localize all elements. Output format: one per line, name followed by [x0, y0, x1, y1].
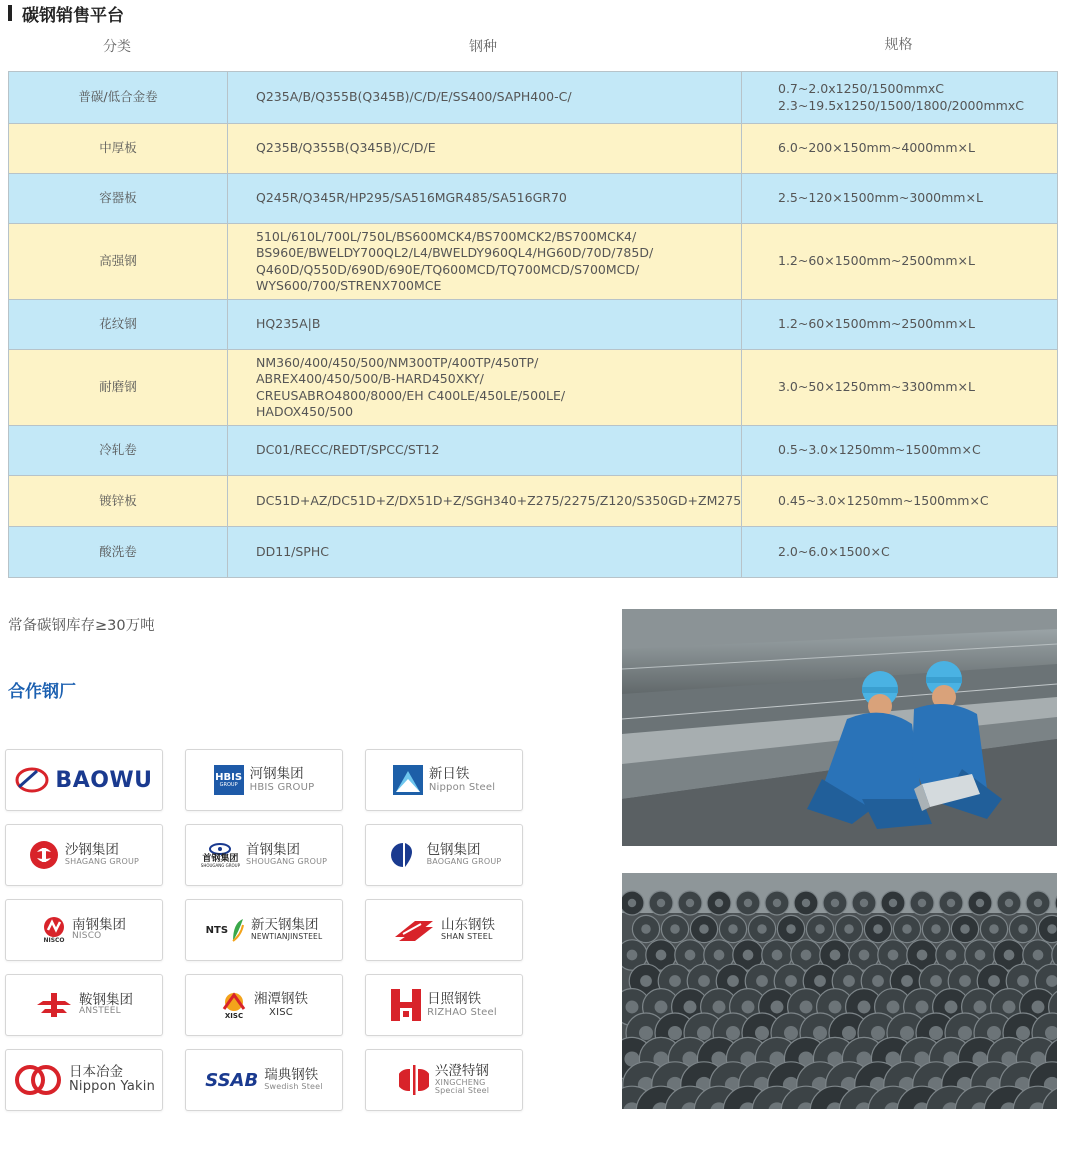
baogang-icon [387, 839, 421, 871]
logo-card-nippon-steel[interactable] [365, 749, 523, 811]
hbis-en: HBIS GROUP [249, 781, 315, 793]
xisc-cn: 湘潭钢铁 [254, 991, 308, 1008]
spec-line: 1.2~60×1500mm~2500mm×L [778, 253, 975, 269]
coil-core [784, 1026, 798, 1040]
coil-core [843, 975, 855, 987]
spec-line: 2.3~19.5x1250/1500/1800/2000mmxC [778, 97, 1024, 113]
ssab-en: Swedish Steel [264, 1082, 323, 1092]
coil-core [900, 1026, 914, 1040]
cell-category: 酸洗卷 [9, 527, 228, 578]
grade-line: HADOX450/500 [256, 404, 354, 419]
shandong-en: SHAN STEEL [441, 932, 493, 942]
coil-core [930, 975, 942, 987]
grade-line: Q235A/B/Q355B(Q345B)/C/D/E/SS400/SAPH400-C/ [256, 89, 572, 105]
coil-core [1003, 1001, 1016, 1014]
coil-core [1032, 1001, 1045, 1014]
coil-core [668, 1026, 682, 1040]
nisco-cn: 南钢集团 [72, 916, 126, 933]
coil-core [1033, 950, 1044, 961]
newtianjin-icon [206, 917, 245, 943]
section-header [8, 2, 124, 24]
coil-core [931, 924, 941, 934]
table-row [9, 350, 1058, 426]
coil-core [772, 950, 783, 961]
hbis-abbr: HBIS [215, 771, 243, 783]
baogang-en: BAOGANG GROUP [426, 857, 502, 867]
coil-core [987, 1026, 1001, 1040]
grade-line: NM360/400/450/500/NM300TP/400TP/450TP/ [256, 354, 539, 370]
logo-card-nippon-yakin[interactable] [5, 1049, 163, 1111]
xingcheng-en2: Special Steel [434, 1086, 490, 1096]
cell-spec [742, 124, 1058, 174]
table-row [9, 124, 1058, 174]
coil-core [959, 975, 971, 987]
baowu-icon [15, 765, 49, 795]
coil-core [685, 950, 696, 961]
ssab-cn: 瑞典钢铁 [264, 1067, 319, 1084]
coil-core [917, 950, 928, 961]
photo-steel-coils [622, 873, 1057, 1109]
hbis-cn: 河钢集团 [249, 766, 304, 783]
hbis-icon [214, 765, 244, 795]
grade-line: ABREX400/450/500/B-HARD450XKY/ [256, 371, 484, 386]
ssab-abbr: SSAB [205, 1069, 259, 1091]
coil-core [728, 924, 738, 934]
nisco-en: NISCO [72, 931, 102, 942]
logo-card-hbis[interactable] [185, 749, 343, 811]
header-category: 分类 [103, 39, 131, 55]
ssab-icon [205, 1070, 258, 1091]
table-row [9, 426, 1058, 476]
coil-core [988, 975, 1000, 987]
nippon-steel-icon [393, 765, 423, 795]
grade-line: DC51D+AZ/DC51D+Z/DX51D+Z/SGH340+Z275/2275/Z120/S350GD+ZM275 [256, 492, 742, 508]
xingcheng-en1: XINGCHENG [434, 1077, 486, 1087]
logo-card-nisco[interactable] [5, 899, 163, 961]
coil-core [639, 1026, 653, 1040]
coil-core [947, 899, 955, 907]
coil-core [814, 975, 826, 987]
coil-core [918, 899, 926, 907]
cell-spec [742, 476, 1058, 527]
shagang-en: SHAGANG GROUP [64, 857, 140, 867]
header-spec: 规格 [884, 37, 913, 53]
cell-grade [228, 350, 742, 426]
shougang-cn: 首钢集团 [246, 842, 300, 859]
coil-core [771, 1001, 784, 1014]
cell-grade [228, 174, 742, 224]
logo-card-shagang[interactable] [5, 824, 163, 886]
coil-core [715, 899, 723, 907]
coil-core [1017, 975, 1029, 987]
grade-line: 510L/610L/700L/750L/BS600MCK4/BS700MCK2/BS700MCK4/ [256, 228, 637, 244]
xisc-icon [220, 991, 248, 1020]
spec-line: 2.5~120×1500mm~3000mm×L [778, 190, 983, 206]
grade-line: DD11/SPHC [256, 543, 329, 559]
logo-card-ansteel[interactable] [5, 974, 163, 1036]
coil-core [785, 975, 797, 987]
table-row [9, 72, 1058, 124]
coil-core [1004, 950, 1015, 961]
rizhao-cn: 日照钢铁 [427, 991, 482, 1008]
grade-line: BS960E/BWELDY700QL2/L4/BWELDY960QL4/HG60D/70D/785D/ [256, 245, 654, 260]
grade-line: CREUSABRO4800/8000/EH C400LE/450LE/500LE/ [256, 387, 566, 403]
spec-line: 0.7~2.0x1250/1500mmxC [778, 81, 944, 96]
coil-core [640, 975, 652, 987]
photo-workers-inspecting [622, 609, 1057, 846]
cell-spec [742, 72, 1058, 124]
coil-core [802, 899, 810, 907]
coil-core [975, 950, 986, 961]
nippon-yakin-en: Nippon Yakin [68, 1079, 156, 1095]
nisco-icon [42, 916, 66, 944]
title-marker [8, 5, 12, 21]
cell-category: 花纹钢 [9, 300, 228, 350]
nippon-yakin-icon [13, 1063, 63, 1097]
coil-core [871, 1026, 885, 1040]
logo-card-rizhao[interactable] [365, 974, 523, 1036]
cell-category: 容器板 [9, 174, 228, 224]
coil-core [1034, 899, 1042, 907]
cell-spec [742, 174, 1058, 224]
cell-category: 耐磨钢 [9, 350, 228, 426]
coil-core [699, 924, 709, 934]
xingcheng-icon [399, 1065, 429, 1095]
header-grade: 钢种 [469, 39, 497, 55]
logo-card-baogang[interactable] [365, 824, 523, 886]
coil-core [697, 1026, 711, 1040]
table-row [9, 527, 1058, 578]
coil-core [627, 950, 638, 961]
cell-category: 冷轧卷 [9, 426, 228, 476]
cell-grade [228, 224, 742, 300]
page-title: 碳钢销售平台 [22, 5, 124, 26]
coil-core [958, 1026, 972, 1040]
coil-core [626, 1001, 639, 1014]
coil-core [844, 924, 854, 934]
partner-logo-grid [5, 749, 525, 1114]
coil-core [813, 1026, 827, 1040]
grade-line: HQ235A|B [256, 316, 321, 332]
table-row [9, 174, 1058, 224]
coil-core [829, 1001, 842, 1014]
xisc-en: XISC [269, 1006, 293, 1018]
coil-core [873, 924, 883, 934]
cell-category: 中厚板 [9, 124, 228, 174]
logo-card-shougang[interactable] [185, 824, 343, 886]
coil-core [628, 899, 636, 907]
logo-card-ssab[interactable] [185, 1049, 343, 1111]
cell-category: 普碳/低合金卷 [9, 72, 228, 124]
coil-core [756, 975, 768, 987]
cell-grade [228, 124, 742, 174]
coil-core [801, 950, 812, 961]
steel-spec-table [8, 71, 1058, 578]
cell-grade [228, 527, 742, 578]
nisco-icon-en: NISCO [43, 937, 65, 944]
coil-core [974, 1001, 987, 1014]
coil-core [888, 950, 899, 961]
nts-abbr: NTS [205, 924, 229, 936]
cell-category: 镀锌板 [9, 476, 228, 527]
coil-core [1047, 924, 1057, 934]
shagang-cn: 沙钢集团 [64, 842, 119, 859]
coil-core [684, 1001, 697, 1014]
grade-line: Q460D/Q550D/690D/690E/TQ600MCD/TQ700MCD/S700MCD/ [256, 261, 640, 277]
shandong-cn: 山东钢铁 [441, 917, 495, 934]
ansteel-cn: 鞍钢集团 [79, 991, 133, 1008]
grade-line: WYS600/700/STRENX700MCE [256, 278, 442, 293]
coil-core [714, 950, 725, 961]
coil-core [1018, 924, 1028, 934]
coil-core [669, 975, 681, 987]
spec-line: 0.45~3.0×1250mm~1500mm×C [778, 492, 989, 508]
cell-category: 高强钢 [9, 224, 228, 300]
nippon-steel-en: Nippon Steel [428, 781, 496, 793]
coil-core [744, 899, 752, 907]
coil-core [656, 950, 667, 961]
newtianjin-en: NEWTIANJINSTEEL [251, 932, 323, 942]
spec-line: 2.0~6.0×1500×C [778, 543, 890, 559]
coil-core [655, 1001, 668, 1014]
coil-core [945, 1001, 958, 1014]
coil-core [686, 899, 694, 907]
coil-core [1005, 899, 1013, 907]
coil-core [726, 1026, 740, 1040]
coil-core [698, 975, 710, 987]
grade-line: Q235B/Q355B(Q345B)/C/D/E [256, 140, 436, 156]
cell-spec [742, 527, 1058, 578]
cell-grade [228, 300, 742, 350]
coil-core [859, 950, 870, 961]
spec-line: 0.5~3.0×1250mm~1500mm×C [778, 442, 981, 458]
coil-core [713, 1001, 726, 1014]
spec-line: 1.2~60×1500mm~2500mm×L [778, 316, 975, 332]
grade-line: Q245R/Q345R/HP295/SA516MGR485/SA516GR70 [256, 190, 567, 206]
spec-line: 3.0~50×1250mm~3300mm×L [778, 379, 975, 395]
coil-core [946, 950, 957, 961]
xingcheng-cn: 兴澄特钢 [434, 1062, 489, 1079]
baowu-name: BAOWU [55, 767, 153, 793]
coil-core [831, 899, 839, 907]
coil-core [743, 950, 754, 961]
coil-core [742, 1001, 755, 1014]
partners-title: 合作钢厂 [8, 682, 76, 702]
coil-core [1016, 1026, 1030, 1040]
coil-core [842, 1026, 856, 1040]
coil-core [786, 924, 796, 934]
coil-core [860, 899, 868, 907]
coil-core [929, 1026, 943, 1040]
table-row [9, 300, 1058, 350]
coil-core [830, 950, 841, 961]
cell-grade [228, 426, 742, 476]
shagang-icon [29, 840, 59, 870]
coil-core [773, 899, 781, 907]
shougang-icon [201, 843, 240, 868]
table-column-headers [8, 36, 1057, 60]
cell-spec [742, 300, 1058, 350]
shougang-en: SHOUGANG GROUP [246, 857, 328, 867]
coil-core [858, 1001, 871, 1014]
coil-core [960, 924, 970, 934]
rizhao-en: RIZHAO Steel [427, 1006, 497, 1018]
logo-card-baowu[interactable] [5, 749, 163, 811]
cell-spec [742, 350, 1058, 426]
coil-core [872, 975, 884, 987]
table-row [9, 224, 1058, 300]
shougang-icon-en: SHOUGANG GROUP [200, 862, 240, 868]
spec-line: 6.0~200×150mm~4000mm×L [778, 140, 975, 156]
cell-grade [228, 72, 742, 124]
coil-core [727, 975, 739, 987]
baogang-cn: 包钢集团 [426, 842, 481, 859]
grade-line: DC01/RECC/REDT/SPCC/ST12 [256, 442, 440, 458]
ansteel-icon [35, 991, 73, 1019]
table-row [9, 476, 1058, 527]
shougang-icon-cn: 首钢集团 [202, 853, 239, 864]
coil-core [989, 924, 999, 934]
coil-core [657, 899, 665, 907]
logo-card-newtianjin[interactable] [185, 899, 343, 961]
coil-core [889, 899, 897, 907]
inventory-note: 常备碳钢库存≥30万吨 [8, 618, 155, 634]
coil-core [916, 1001, 929, 1014]
logo-card-xingcheng[interactable] [365, 1049, 523, 1111]
coil-core [670, 924, 680, 934]
ansteel-en: ANSTEEL [79, 1006, 121, 1017]
newtianjin-cn: 新天钢集团 [251, 917, 319, 934]
coil-core [815, 924, 825, 934]
logo-card-shandong[interactable] [365, 899, 523, 961]
coil-core [641, 924, 651, 934]
shandong-icon [393, 917, 435, 943]
coil-core [976, 899, 984, 907]
coil-core [887, 1001, 900, 1014]
coil-core [757, 924, 767, 934]
xisc-icon-en: XISC [224, 1011, 244, 1020]
coil-core [755, 1026, 769, 1040]
logo-card-xisc[interactable] [185, 974, 343, 1036]
hbis-sub: GROUP [219, 781, 238, 788]
nippon-yakin-cn: 日本冶金 [68, 1064, 123, 1081]
coil-core [901, 975, 913, 987]
cell-spec [742, 224, 1058, 300]
nippon-steel-cn: 新日铁 [428, 766, 470, 783]
coil-core [902, 924, 912, 934]
cell-spec [742, 426, 1058, 476]
cell-grade [228, 476, 742, 527]
coil-core [800, 1001, 813, 1014]
rizhao-icon [391, 989, 421, 1021]
